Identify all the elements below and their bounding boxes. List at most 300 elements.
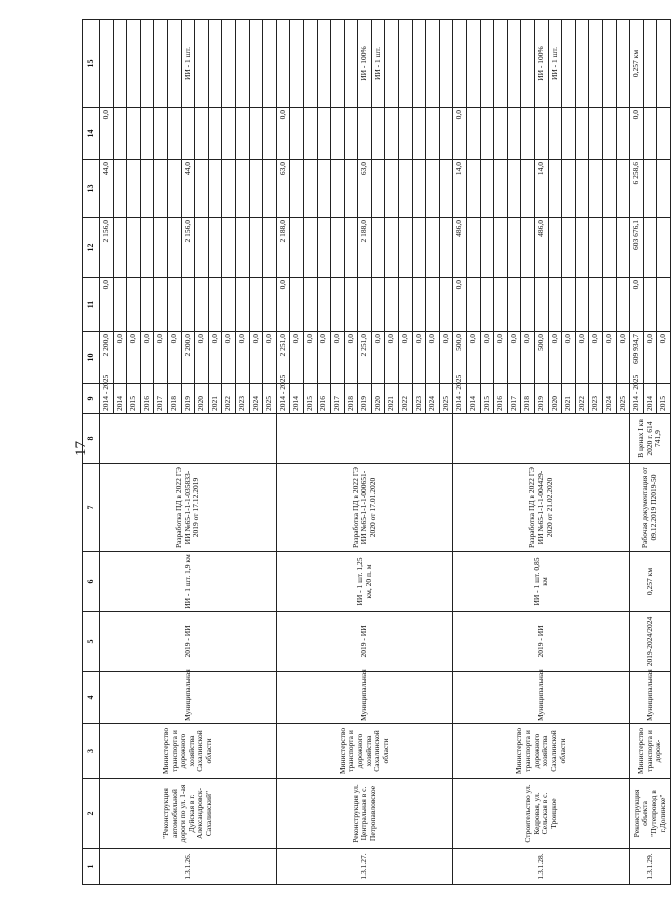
col-13: 44,0 — [100, 160, 114, 218]
header-cell-15: 15 — [83, 20, 100, 108]
col-11 — [208, 278, 222, 332]
col-15 — [643, 20, 657, 108]
col-12 — [589, 218, 603, 278]
col-11: 0,0 — [276, 278, 290, 332]
col-15: ИИ - 100% — [535, 20, 549, 108]
col-15 — [412, 20, 426, 108]
col-15 — [521, 20, 535, 108]
col-11 — [317, 278, 331, 332]
col-12 — [521, 218, 535, 278]
year-value: 0,0 — [575, 332, 589, 384]
col-12 — [412, 218, 426, 278]
col-14 — [195, 108, 209, 160]
period: 2019 - ИИ — [453, 612, 630, 672]
col-11 — [521, 278, 535, 332]
col-13 — [439, 160, 453, 218]
col-11 — [575, 278, 589, 332]
col-12 — [167, 218, 181, 278]
col-14 — [385, 108, 399, 160]
col-13 — [575, 160, 589, 218]
year-label: 2015 — [127, 384, 141, 414]
col-11 — [371, 278, 385, 332]
header-cell-6: 6 — [83, 552, 100, 612]
col-15 — [616, 20, 630, 108]
col-11 — [426, 278, 440, 332]
object-name: Строительство ул. Кедровая, ул. Сельская в с. Троицкое — [453, 779, 630, 849]
col-12 — [602, 218, 616, 278]
table-row — [100, 20, 114, 885]
header-cell-1: 1 — [83, 849, 100, 885]
col-14 — [643, 108, 657, 160]
col-13 — [643, 160, 657, 218]
col-14 — [263, 108, 277, 160]
year-value: 0,0 — [494, 332, 508, 384]
col-14 — [657, 108, 671, 160]
col-12 — [371, 218, 385, 278]
col-11 — [535, 278, 549, 332]
year-value: 0,0 — [235, 332, 249, 384]
year-value: 0,0 — [303, 332, 317, 384]
col-12 — [480, 218, 494, 278]
col-13 — [303, 160, 317, 218]
col-11 — [222, 278, 236, 332]
header-cell-14: 14 — [83, 108, 100, 160]
col-13 — [113, 160, 127, 218]
col-11 — [439, 278, 453, 332]
total-value: 609 934,7 — [630, 332, 644, 384]
col-13: 63,0 — [276, 160, 290, 218]
executor: Министерство транспорта и дорожного хозяйства Сахалинской области — [276, 724, 453, 779]
header-cell-7: 7 — [83, 464, 100, 552]
col-12: 2 156,0 — [100, 218, 114, 278]
col-13: 6 258,6 — [630, 160, 644, 218]
col-14: 0,0 — [276, 108, 290, 160]
year-label: 2016 — [317, 384, 331, 414]
col-14 — [399, 108, 413, 160]
ownership: Муниципальная — [100, 672, 277, 724]
col-11 — [113, 278, 127, 332]
year-value: 0,0 — [548, 332, 562, 384]
col-15 — [480, 20, 494, 108]
col-11 — [154, 278, 168, 332]
row-number: 1.3.1.26. — [100, 849, 277, 885]
col-11 — [657, 278, 671, 332]
year-label: 2018 — [167, 384, 181, 414]
year-label: 2016 — [494, 384, 508, 414]
col-15 — [249, 20, 263, 108]
col-13 — [657, 160, 671, 218]
col-14 — [548, 108, 562, 160]
year-value: 0,0 — [127, 332, 141, 384]
col-13 — [494, 160, 508, 218]
col-14 — [494, 108, 508, 160]
year-value: 0,0 — [507, 332, 521, 384]
year-label: 2020 — [195, 384, 209, 414]
col-11 — [507, 278, 521, 332]
col-11 — [412, 278, 426, 332]
executor: Министерство транспорта и дорож- — [630, 724, 671, 779]
col-15 — [426, 20, 440, 108]
col-13 — [331, 160, 345, 218]
col-12 — [439, 218, 453, 278]
year-label: 2025 — [439, 384, 453, 414]
col-14 — [535, 108, 549, 160]
year-value: 0,0 — [344, 332, 358, 384]
year-value: 0,0 — [195, 332, 209, 384]
year-value: 0,0 — [154, 332, 168, 384]
year-label: 2016 — [140, 384, 154, 414]
col-14: 0,0 — [453, 108, 467, 160]
col-14 — [249, 108, 263, 160]
col-14: 0,0 — [630, 108, 644, 160]
col-14 — [181, 108, 195, 160]
executor: Министерство транспорта и дорожного хозяйства Сахалинской области — [100, 724, 277, 779]
documentation: Рабочая документация от 09.12.2019 П2019-50 — [630, 464, 671, 552]
col-13 — [507, 160, 521, 218]
col-12 — [575, 218, 589, 278]
col-15: ИИ - 1 шт. — [548, 20, 562, 108]
col-15 — [562, 20, 576, 108]
col-12 — [331, 218, 345, 278]
col-12 — [154, 218, 168, 278]
year-value: 0,0 — [263, 332, 277, 384]
year-label: 2014 — [290, 384, 304, 414]
col-11 — [249, 278, 263, 332]
col-14 — [439, 108, 453, 160]
col-12: 486,0 — [535, 218, 549, 278]
col-14 — [426, 108, 440, 160]
col-15 — [127, 20, 141, 108]
col-12 — [317, 218, 331, 278]
col-12 — [263, 218, 277, 278]
col-12 — [113, 218, 127, 278]
col-15 — [399, 20, 413, 108]
col-15: 0,257 км — [630, 20, 644, 108]
capacity: ИИ - 1 шт. 0,85 км — [453, 552, 630, 612]
col-14 — [480, 108, 494, 160]
col-14 — [127, 108, 141, 160]
col-13 — [412, 160, 426, 218]
col-11 — [467, 278, 481, 332]
col-13: 14,0 — [535, 160, 549, 218]
table-body — [83, 20, 671, 885]
col-13 — [467, 160, 481, 218]
year-value: 0,0 — [140, 332, 154, 384]
object-name: Реконструкция объекта "Путепровод в г.Долинске" — [630, 779, 671, 849]
col-13 — [616, 160, 630, 218]
year-label: 2017 — [331, 384, 345, 414]
col-13 — [208, 160, 222, 218]
capacity: ИИ - 1 шт. 1,9 км — [100, 552, 277, 612]
col-12 — [399, 218, 413, 278]
col-14 — [317, 108, 331, 160]
col-15: ИИ - 1 шт. — [181, 20, 195, 108]
col-12 — [467, 218, 481, 278]
col-12 — [643, 218, 657, 278]
header-cell-13: 13 — [83, 160, 100, 218]
col-14 — [113, 108, 127, 160]
year-value: 0,0 — [317, 332, 331, 384]
total-value: 2 200,0 — [100, 332, 114, 384]
total-value: 2 251,0 — [276, 332, 290, 384]
year-label: 2017 — [154, 384, 168, 414]
year-label: 2024 — [426, 384, 440, 414]
year-label: 2021 — [208, 384, 222, 414]
ownership: Муниципальная — [630, 672, 671, 724]
col-15 — [589, 20, 603, 108]
col-12 — [127, 218, 141, 278]
estimated-cost: В ценах I кв 2020 г. 614 741,9 — [630, 414, 671, 464]
year-value: 0,0 — [222, 332, 236, 384]
year-value: 0,0 — [467, 332, 481, 384]
year-value: 2 200,0 — [181, 332, 195, 384]
header-cell-9: 9 — [83, 384, 100, 414]
header-cell-4: 4 — [83, 672, 100, 724]
col-13 — [127, 160, 141, 218]
year-value: 0,0 — [657, 332, 671, 384]
col-13 — [195, 160, 209, 218]
year-value: 0,0 — [249, 332, 263, 384]
col-15 — [154, 20, 168, 108]
col-15: ИИ - 100% — [358, 20, 372, 108]
year-label: 2025 — [263, 384, 277, 414]
col-12 — [222, 218, 236, 278]
col-15 — [100, 20, 114, 108]
col-11 — [235, 278, 249, 332]
col-12: 2 156,0 — [181, 218, 195, 278]
year-value: 500,0 — [535, 332, 549, 384]
col-14 — [222, 108, 236, 160]
header-cell-2: 2 — [83, 779, 100, 849]
row-number: 1.3.1.28. — [453, 849, 630, 885]
col-14 — [303, 108, 317, 160]
year-label: 2025 — [616, 384, 630, 414]
year-value: 0,0 — [399, 332, 413, 384]
documentation: Разработка ПД в 2022 ГЭ ИИ №65-1-1-1-035833-2019 от 17.12.2019 — [100, 464, 277, 552]
col-11 — [181, 278, 195, 332]
year-label: 2015 — [480, 384, 494, 414]
year-label: 2021 — [385, 384, 399, 414]
col-12 — [195, 218, 209, 278]
col-14 — [507, 108, 521, 160]
ownership: Муниципальная — [453, 672, 630, 724]
col-11 — [494, 278, 508, 332]
col-15 — [140, 20, 154, 108]
col-11 — [127, 278, 141, 332]
header-row — [83, 20, 100, 885]
year-value: 0,0 — [290, 332, 304, 384]
col-11 — [290, 278, 304, 332]
col-12: 603 676,1 — [630, 218, 644, 278]
table-row — [630, 20, 644, 885]
col-12 — [562, 218, 576, 278]
page-number: 17 — [73, 441, 89, 456]
col-12 — [140, 218, 154, 278]
col-15 — [453, 20, 467, 108]
col-15 — [303, 20, 317, 108]
col-11 — [562, 278, 576, 332]
year-value: 0,0 — [113, 332, 127, 384]
estimated-cost — [100, 414, 277, 464]
col-15 — [167, 20, 181, 108]
col-13 — [222, 160, 236, 218]
col-15 — [602, 20, 616, 108]
col-14 — [371, 108, 385, 160]
year-value: 0,0 — [643, 332, 657, 384]
year-value: 0,0 — [521, 332, 535, 384]
year-label: 2018 — [521, 384, 535, 414]
year-label: 2022 — [222, 384, 236, 414]
col-13 — [399, 160, 413, 218]
col-13 — [235, 160, 249, 218]
col-11 — [331, 278, 345, 332]
col-13 — [249, 160, 263, 218]
year-value: 0,0 — [602, 332, 616, 384]
col-11 — [140, 278, 154, 332]
col-12 — [290, 218, 304, 278]
col-15 — [385, 20, 399, 108]
period-label: 2014 - 2025 — [276, 384, 290, 414]
col-15 — [494, 20, 508, 108]
year-label: 2014 — [113, 384, 127, 414]
capacity: 0,257 км — [630, 552, 671, 612]
year-label: 2021 — [562, 384, 576, 414]
year-value: 0,0 — [371, 332, 385, 384]
col-15 — [195, 20, 209, 108]
col-15 — [317, 20, 331, 108]
header-cell-8: 8 — [83, 414, 100, 464]
col-14 — [290, 108, 304, 160]
period-label: 2014 - 2025 — [100, 384, 114, 414]
col-13: 63,0 — [358, 160, 372, 218]
col-12 — [249, 218, 263, 278]
col-15: ИИ - 1 шт. — [371, 20, 385, 108]
col-12 — [657, 218, 671, 278]
col-14 — [412, 108, 426, 160]
col-13 — [154, 160, 168, 218]
row-number: 1.3.1.29. — [630, 849, 671, 885]
col-12 — [385, 218, 399, 278]
col-14 — [208, 108, 222, 160]
estimated-cost — [276, 414, 453, 464]
col-12 — [426, 218, 440, 278]
col-13 — [521, 160, 535, 218]
col-14 — [358, 108, 372, 160]
col-12 — [507, 218, 521, 278]
col-14 — [602, 108, 616, 160]
col-13 — [385, 160, 399, 218]
year-value: 0,0 — [616, 332, 630, 384]
col-15 — [290, 20, 304, 108]
col-11 — [480, 278, 494, 332]
col-13 — [317, 160, 331, 218]
col-15 — [208, 20, 222, 108]
col-14 — [521, 108, 535, 160]
col-13 — [548, 160, 562, 218]
year-value: 0,0 — [167, 332, 181, 384]
documentation: Разработка ПД в 2022 ГЭ ИИ №65-1-1-1-004429-2020 от 21.02.2020 — [453, 464, 630, 552]
col-15 — [113, 20, 127, 108]
col-13 — [344, 160, 358, 218]
col-14 — [467, 108, 481, 160]
col-14 — [616, 108, 630, 160]
period: 2019 - ИИ — [100, 612, 277, 672]
period-label: 2014 - 2025 — [630, 384, 644, 414]
col-11 — [195, 278, 209, 332]
year-label: 2023 — [589, 384, 603, 414]
year-label: 2014 — [467, 384, 481, 414]
year-label: 2024 — [249, 384, 263, 414]
table-row — [453, 20, 467, 885]
period: 2019 - ИИ — [276, 612, 453, 672]
col-15 — [575, 20, 589, 108]
year-label: 2023 — [412, 384, 426, 414]
col-13 — [167, 160, 181, 218]
year-label: 2019 — [181, 384, 195, 414]
col-11 — [358, 278, 372, 332]
year-label: 2015 — [303, 384, 317, 414]
col-14 — [344, 108, 358, 160]
row-number: 1.3.1.27. — [276, 849, 453, 885]
col-11 — [167, 278, 181, 332]
col-12 — [303, 218, 317, 278]
ownership: Муниципальная — [276, 672, 453, 724]
col-12 — [616, 218, 630, 278]
col-12 — [344, 218, 358, 278]
col-11 — [399, 278, 413, 332]
col-15 — [439, 20, 453, 108]
col-15 — [467, 20, 481, 108]
col-13: 44,0 — [181, 160, 195, 218]
col-12 — [235, 218, 249, 278]
col-11 — [643, 278, 657, 332]
col-11 — [263, 278, 277, 332]
col-15 — [657, 20, 671, 108]
year-label: 2023 — [235, 384, 249, 414]
col-11 — [344, 278, 358, 332]
col-11: 0,0 — [453, 278, 467, 332]
total-value: 500,0 — [453, 332, 467, 384]
capacity: ИИ - 1 шт. 1,25 км, 20 п. м — [276, 552, 453, 612]
year-value: 0,0 — [412, 332, 426, 384]
period: 2019-2024/2024 — [630, 612, 671, 672]
year-label: 2022 — [575, 384, 589, 414]
year-label: 2014 — [643, 384, 657, 414]
year-value: 0,0 — [562, 332, 576, 384]
year-label: 2022 — [399, 384, 413, 414]
header-cell-11: 11 — [83, 278, 100, 332]
col-14 — [562, 108, 576, 160]
program-table — [82, 19, 671, 885]
year-value: 0,0 — [426, 332, 440, 384]
col-15 — [507, 20, 521, 108]
header-cell-12: 12 — [83, 218, 100, 278]
year-value: 0,0 — [480, 332, 494, 384]
col-12 — [494, 218, 508, 278]
object-name: Реконструкция ул. Центральная в с. Петропавловское — [276, 779, 453, 849]
col-15 — [263, 20, 277, 108]
year-label: 2015 — [657, 384, 671, 414]
year-value: 0,0 — [331, 332, 345, 384]
col-13 — [371, 160, 385, 218]
period-label: 2014 - 2025 — [453, 384, 467, 414]
year-value: 2 251,0 — [358, 332, 372, 384]
col-12 — [208, 218, 222, 278]
col-13 — [140, 160, 154, 218]
col-13: 14,0 — [453, 160, 467, 218]
col-14 — [235, 108, 249, 160]
col-12: 2 188,0 — [276, 218, 290, 278]
